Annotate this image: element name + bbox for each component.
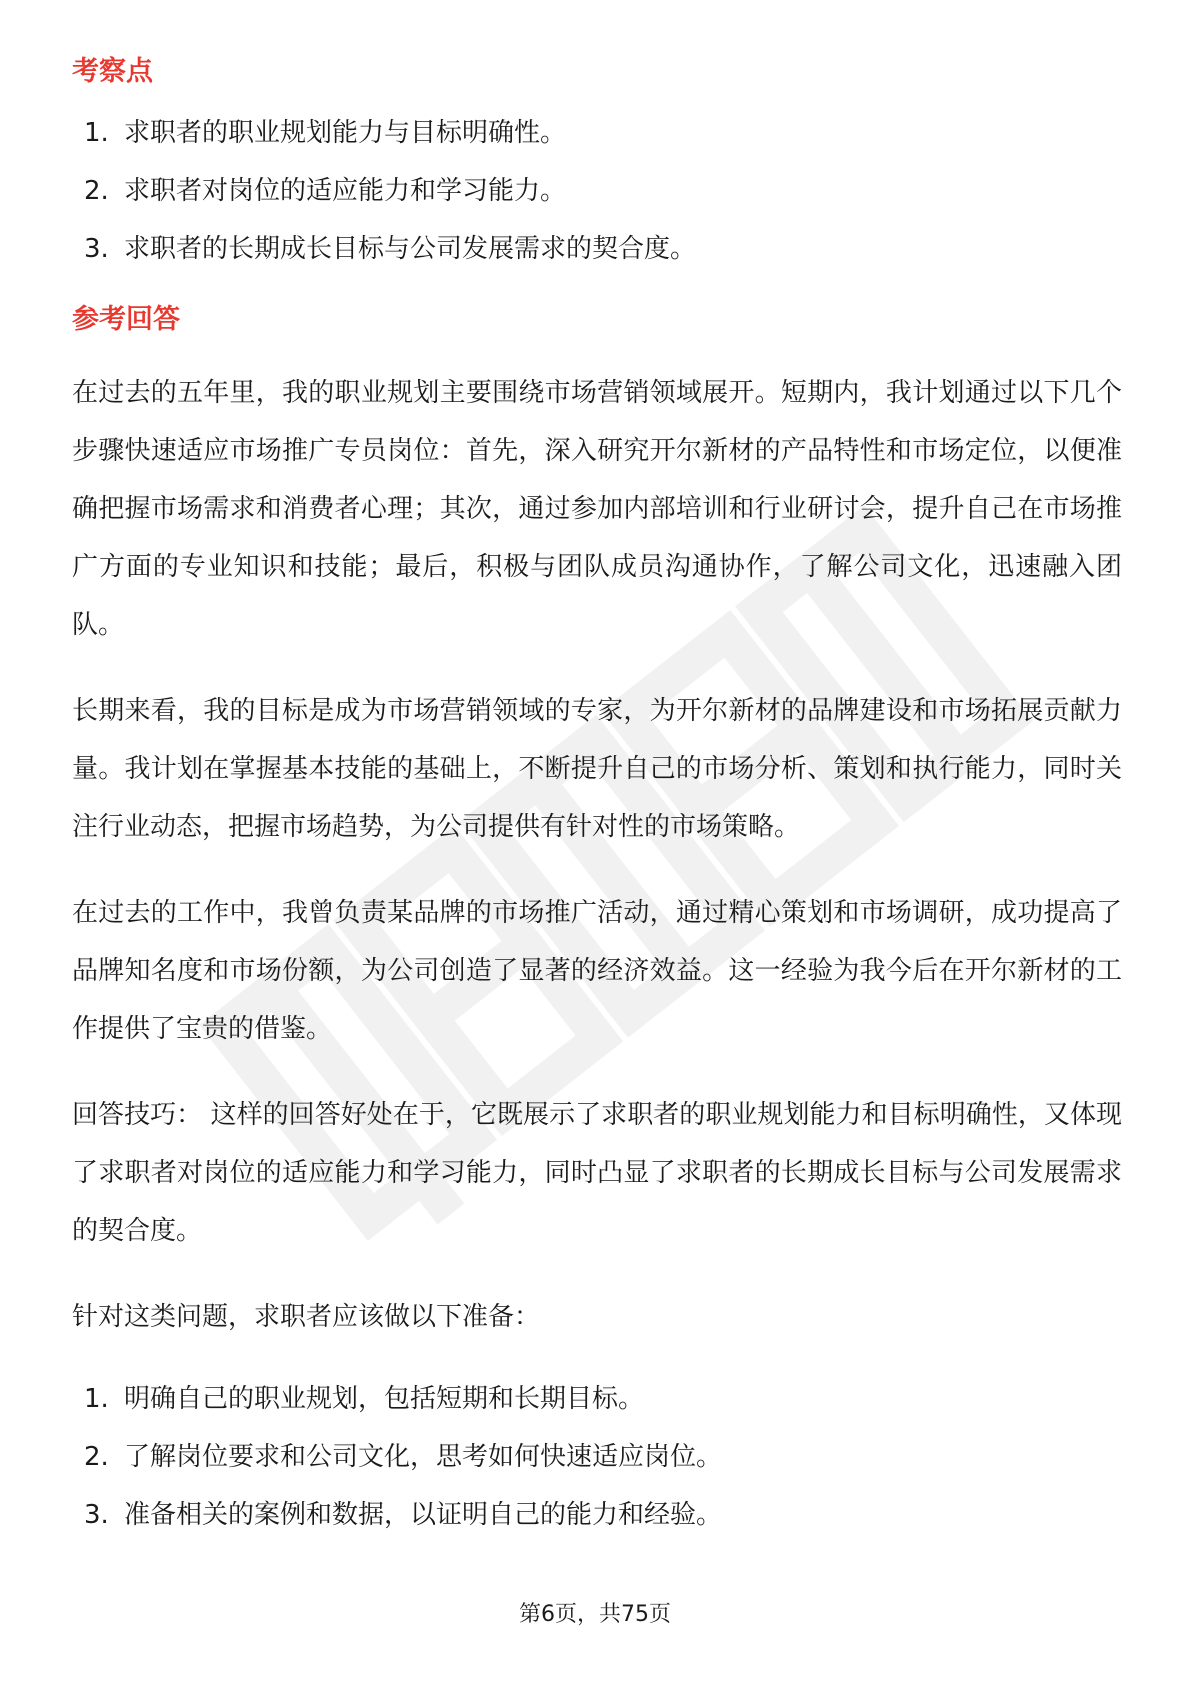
preparation-list <box>72 1370 1122 1544</box>
answer-paragraph-2: 长期来看，我的目标是成为市场营销领域的专家，为开尔新材的品牌建设和市场拓展贡献力量。我计划在掌握基本技能的基础上，不断提升自己的市场分析、策划和执行能力，同时关注行业动态，把握市场趋势，为公司提供有针对性的市场策略。 <box>72 696 1122 842</box>
answer-tips-paragraph: 回答技巧： 这样的回答好处在于，它既展示了求职者的职业规划能力和目标明确性，又体现了求职者对岗位的适应能力和学习能力，同时凸显了求职者的长期成长目标与公司发展需求的契合度。 <box>72 1100 1122 1246</box>
answer-paragraph-3: 在过去的工作中，我曾负责某品牌的市场推广活动，通过精心策划和市场调研，成功提高了品牌知名度和市场份额，为公司创造了显著的经济效益。这一经验为我今后在开尔新材的工作提供了宝贵的借鉴。 <box>72 898 1122 1044</box>
content <box>72 48 1122 1544</box>
list-text: 明确自己的职业规划，包括短期和长期目标。 <box>124 1384 645 1414</box>
answer-paragraph-1: 在过去的五年里，我的职业规划主要围绕市场营销领域展开。短期内，我计划通过以下几个步骤快速适应市场推广专员岗位：首先，深入研究开尔新材的产品特性和市场定位，以便准确把握市场需求和消费者心理；其次，通过参加内部培训和行业研讨会，提升自己在市场推广方面的专业知识和技能；最后，积极与团队成员沟通协作，了解公司文化，迅速融入团队。 <box>72 378 1122 640</box>
list-item <box>72 1486 1122 1544</box>
list-item <box>72 1428 1122 1486</box>
section-title-reference-answer: 参考回答 <box>72 304 180 335</box>
list-text: 求职者对岗位的适应能力和学习能力。 <box>124 176 567 206</box>
list-text: 求职者的长期成长目标与公司发展需求的契合度。 <box>124 234 697 264</box>
list-number: 1. <box>84 1384 109 1414</box>
list-text: 了解岗位要求和公司文化，思考如何快速适应岗位。 <box>124 1442 723 1472</box>
list-item <box>72 220 1122 278</box>
list-item <box>72 1370 1122 1428</box>
list-number: 3. <box>84 234 109 264</box>
page-footer: 第6页，共75页 <box>519 1602 671 1627</box>
list-number: 2. <box>84 176 109 206</box>
list-number: 3. <box>84 1500 109 1530</box>
list-number: 1. <box>84 118 109 148</box>
exam-points-list <box>72 104 1122 278</box>
list-item <box>72 162 1122 220</box>
section-title-exam-points: 考察点 <box>72 56 153 87</box>
list-item <box>72 104 1122 162</box>
list-text: 准备相关的案例和数据，以证明自己的能力和经验。 <box>124 1500 723 1530</box>
preparation-intro: 针对这类问题，求职者应该做以下准备： <box>72 1302 541 1332</box>
list-text: 求职者的职业规划能力与目标明确性。 <box>124 118 567 148</box>
list-number: 2. <box>84 1442 109 1472</box>
